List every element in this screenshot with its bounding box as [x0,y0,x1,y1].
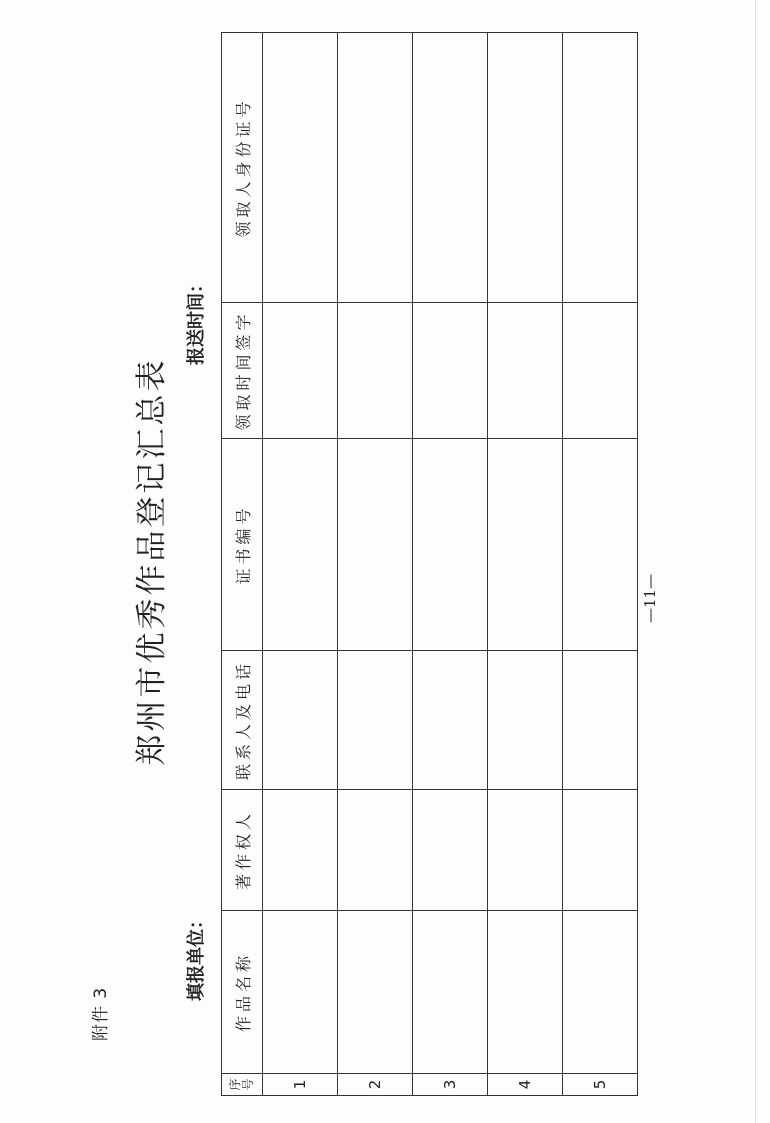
certificate-number-cell[interactable] [413,439,488,651]
page-title: 郑州市优秀作品登记汇总表 [134,357,170,766]
contact-phone-cell[interactable] [563,651,638,790]
contact-phone-cell[interactable] [263,651,338,790]
header-receipt-time-signature: 领取时间签字 [222,303,263,439]
table-row [413,33,488,1096]
certificate-number-cell[interactable] [488,439,563,651]
receipt-signature-cell[interactable] [413,303,488,439]
row-seq: 3 [413,1074,488,1096]
fill-unit-label: 填报单位： [186,911,207,1001]
header-work-name: 作品名称 [222,911,263,1074]
contact-phone-cell[interactable] [338,651,413,790]
receipt-signature-cell[interactable] [488,303,563,439]
copyright-owner-cell[interactable] [413,790,488,911]
table-row [488,33,563,1096]
header-certificate-number: 证书编号 [222,439,263,651]
table-row [563,33,638,1096]
receipt-signature-cell[interactable] [338,303,413,439]
work-name-cell[interactable] [413,911,488,1074]
receipt-signature-cell[interactable] [563,303,638,439]
receiver-id-cell[interactable] [338,33,413,303]
row-seq: 1 [263,1074,338,1096]
table-row [263,33,338,1096]
row-seq: 5 [563,1074,638,1096]
copyright-owner-cell[interactable] [338,790,413,911]
receiver-id-cell[interactable] [263,33,338,303]
receipt-signature-cell[interactable] [263,303,338,439]
table-header-row [222,33,263,1096]
work-name-cell[interactable] [338,911,413,1074]
page-number: —11— [641,573,659,623]
certificate-number-cell[interactable] [563,439,638,651]
copyright-owner-cell[interactable] [563,790,638,911]
header-contact-phone: 联系人及电话 [222,651,263,790]
report-time-label: 报送时间： [186,275,207,365]
attachment-label: 附件 3 [91,986,111,1041]
header-seq: 序号 [222,1074,263,1096]
work-name-cell[interactable] [488,911,563,1074]
receiver-id-cell[interactable] [563,33,638,303]
contact-phone-cell[interactable] [413,651,488,790]
certificate-number-cell[interactable] [263,439,338,651]
header-copyright-owner: 著作权人 [222,790,263,911]
registration-summary-table [221,32,638,1096]
copyright-owner-cell[interactable] [488,790,563,911]
header-receiver-id-number: 领取人身份证号 [222,33,263,303]
receiver-id-cell[interactable] [488,33,563,303]
work-name-cell[interactable] [263,911,338,1074]
work-name-cell[interactable] [563,911,638,1074]
row-seq: 4 [488,1074,563,1096]
table-row [338,33,413,1096]
certificate-number-cell[interactable] [338,439,413,651]
row-seq: 2 [338,1074,413,1096]
contact-phone-cell[interactable] [488,651,563,790]
copyright-owner-cell[interactable] [263,790,338,911]
receiver-id-cell[interactable] [413,33,488,303]
